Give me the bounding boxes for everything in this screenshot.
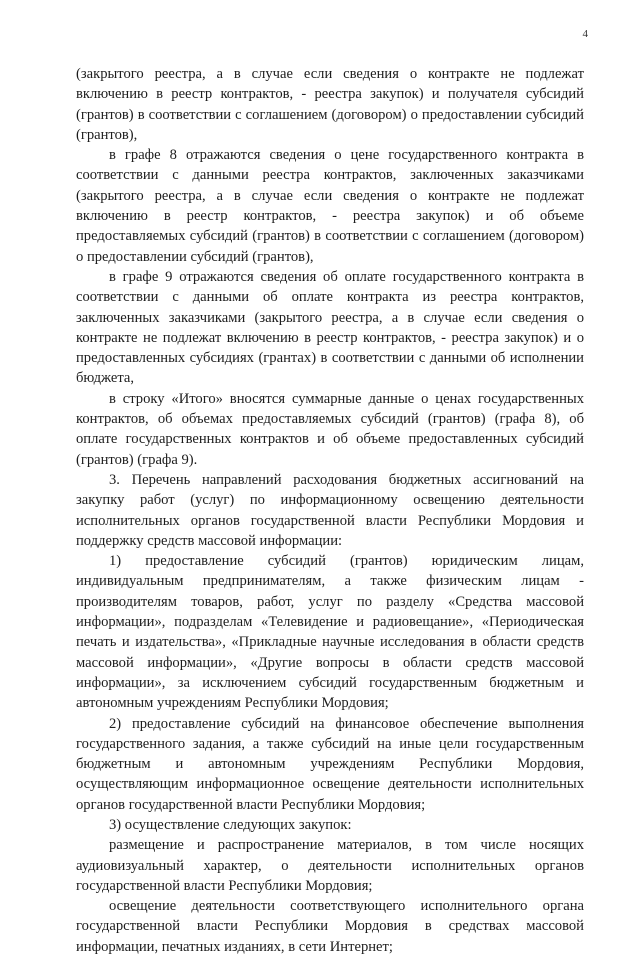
paragraph-total-row: в строку «Итого» вносятся суммарные данные о ценах государственных контрактов, об объемах предоставляемых субсидий (грантов) (графа 8), об оплате государственных контрактов и об объеме предоставленных субсидий (грантов) (графа 9). — [76, 390, 584, 468]
page-number: 4 — [582, 28, 588, 40]
paragraph-section-3-heading: 3. Перечень направлений расходования бюджетных ассигнований на закупку работ (услуг) по информационному освещению деятельности исполнительных органов государственной власти Республики Мордовия и поддержку средств массовой информации: — [76, 471, 584, 549]
paragraph-purchase-coverage: освещение деятельности соответствующего исполнительного органа государственной власти Республики Мордовия в средствах массовой информации, печатных изданиях, в сети Интернет; — [76, 898, 584, 955]
paragraph-column-8: в графе 8 отражаются сведения о цене государственного контракта в соответствии с данными реестра контрактов, заключенных заказчиками (закрытого реестра, а в случае если сведения о контракте не подлежат включению в реестр контрактов, - реестра закупок) и об объеме предоставляемых субсидий (грантов) в соответствии с соглашением (договором) о предоставлении субсидий (грантов), — [76, 147, 584, 265]
paragraph-purchase-placement: размещение и распространение материалов, в том числе носящих аудиовизуальный характер, о деятельности исполнительных органов государственной власти Республики Мордовия; — [76, 837, 584, 894]
paragraph-item-3: 3) осуществление следующих закупок: — [109, 816, 352, 833]
paragraph-item-2: 2) предоставление субсидий на финансовое обеспечение выполнения государственного задания, а также субсидий на иные цели государственным бюджетным и автономным учреждениям Республики Мордовия, осуществляющим информационное освещение деятельности исполнительных органов государственной власти Республики Мордовия; — [76, 715, 584, 813]
paragraph-registry-continuation: (закрытого реестра, а в случае если сведения о контракте не подлежат включению в реестр контрактов, - реестра закупок) и получателя субсидий (грантов) в соответствии с соглашением (договором) о предоставлении субсидий (грантов), — [76, 66, 584, 143]
document-body — [76, 64, 584, 957]
paragraph-column-9: в графе 9 отражаются сведения об оплате государственного контракта в соответствии с данными об оплате контракта из реестра контрактов, заключенных заказчиками (закрытого реестра, а в случае если сведения о контракте не подлежат включению в реестр контрактов, - реестра закупок) и о предоставленных субсидиях (грантах) в соответствии с данными об исполнении бюджета, — [76, 268, 584, 387]
paragraph-item-1: 1) предоставление субсидий (грантов) юридическим лицам, индивидуальным предпринимателям, а также физическим лицам - производителям товаров, работ, услуг по разделу «Средства массовой информации», подразделам «Телевидение и радиовещание», «Периодическая печать и издательства», «Прикладные научные исследования в области средств массовой информации», «Другие вопросы в области средств массовой информации», за исключением субсидий государственным бюджетным и автономным учреждениям Республики Мордовия; — [76, 553, 584, 712]
